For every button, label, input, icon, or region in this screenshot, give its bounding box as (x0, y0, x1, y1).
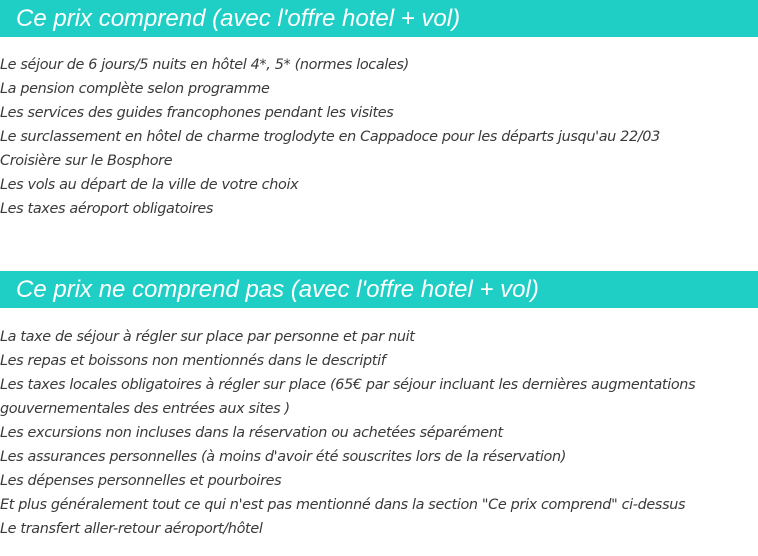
excluded-heading: Ce prix ne comprend pas (avec l'offre hotel + vol) (0, 271, 758, 308)
included-item: Le séjour de 6 jours/5 nuits en hôtel 4*, 5* (normes locales) (0, 57, 409, 73)
included-section (0, 0, 758, 221)
included-item: Les services des guides francophones pendant les visites (0, 105, 394, 121)
excluded-item: Les repas et boissons non mentionnés dans le descriptif (0, 353, 386, 369)
included-item: Les vols au départ de la ville de votre choix (0, 177, 299, 193)
excluded-item: Le transfert aller-retour aéroport/hôtel (0, 521, 263, 537)
excluded-list (0, 325, 758, 541)
included-list (0, 53, 758, 221)
excluded-item: Les taxes locales obligatoires à régler sur place (65€ par séjour incluant les dernières augmentations gouvernementales des entrées aux sites ) (0, 377, 696, 417)
included-heading: Ce prix comprend (avec l'offre hotel + vol) (0, 0, 758, 37)
included-item: Croisière sur le Bosphore (0, 153, 173, 169)
included-item: Les taxes aéroport obligatoires (0, 201, 214, 217)
excluded-section (0, 271, 758, 541)
excluded-item: Et plus généralement tout ce qui n'est pas mentionné dans la section "Ce prix comprend" ci-dessus (0, 497, 686, 513)
excluded-item: Les assurances personnelles (à moins d'avoir été souscrites lors de la réservation) (0, 449, 567, 465)
included-item: Le surclassement en hôtel de charme troglodyte en Cappadoce pour les départs jusqu'au 22/03 (0, 129, 660, 145)
excluded-item: La taxe de séjour à régler sur place par personne et par nuit (0, 329, 415, 345)
excluded-item: Les excursions non incluses dans la réservation ou achetées séparément (0, 425, 503, 441)
excluded-item: Les dépenses personnelles et pourboires (0, 473, 282, 489)
included-item: La pension complète selon programme (0, 81, 270, 97)
